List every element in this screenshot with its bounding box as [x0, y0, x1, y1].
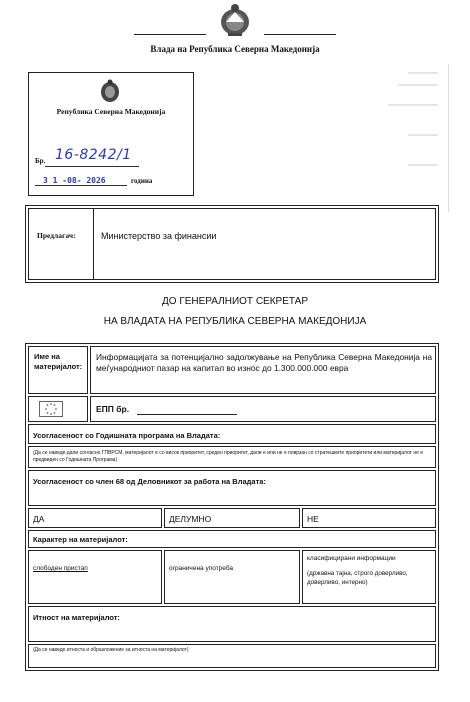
option-partial-cell — [164, 508, 300, 528]
epp-underline — [137, 414, 237, 415]
alignment-article-cell — [28, 470, 436, 506]
option-no-cell — [302, 508, 436, 528]
emblem-icon — [99, 79, 121, 103]
alignment-program-label: Усогласеност со Годишната програма на Владата: — [33, 431, 221, 440]
alignment-program-note: (Да се наведе дали согласно ГПВРСМ, материјалот е со висок приоритет, среден приоритет, дали е или не е поврзан со стратешките приоритети или материјалот не е предвиден со Годишната Програма) — [33, 450, 424, 463]
faded-background-page — [258, 64, 449, 212]
urgency-label: Итност на материјалот: — [33, 613, 120, 622]
year-label: година — [131, 177, 153, 185]
character-free: слободен пристап — [33, 565, 88, 572]
addressee-line-1: ДО ГЕНЕРАЛНИОТ СЕКРЕТАР — [161, 296, 308, 307]
stamp-republic: Република Северна Македонија — [56, 107, 166, 116]
date-line — [35, 185, 127, 186]
material-name-label-cell — [28, 346, 88, 394]
urgency-cell — [28, 606, 436, 642]
character-classified: класифицирани информации — [307, 555, 396, 562]
option-yes: ДА — [33, 514, 45, 524]
option-no: НЕ — [307, 514, 319, 524]
alignment-program-cell — [28, 424, 436, 444]
number-label: Бр. — [35, 157, 46, 165]
character-classified-cell — [302, 550, 436, 604]
proposer-value: Министерство за финансии — [101, 231, 217, 241]
urgency-note: (Да се наведе итноста и образложение за итноста на материјалот) — [33, 647, 189, 653]
number-line — [45, 166, 139, 167]
epp-cell — [90, 396, 436, 422]
eu-flag-icon — [39, 401, 63, 417]
header-rule-left — [134, 34, 206, 35]
option-yes-cell — [28, 508, 162, 528]
material-name-cell — [90, 346, 436, 394]
registration-number: 16-8242/1 — [55, 147, 132, 163]
coat-of-arms-icon — [214, 0, 256, 38]
character-limited: ограничена употреба — [169, 565, 234, 572]
alignment-article-label: Усогласеност со член 68 од Деловникот за работа на Владата: — [33, 477, 266, 486]
registration-date: 3 1 -08- 2026 — [43, 176, 106, 185]
character-free-cell — [28, 550, 162, 604]
character-limited-cell — [164, 550, 300, 604]
government-title: Влада на Република Северна Македонија — [150, 44, 320, 54]
proposer-label: Предлагач: — [37, 231, 76, 240]
proposer-box — [25, 205, 439, 283]
alignment-program-note-cell — [28, 446, 436, 468]
registration-stamp — [28, 72, 194, 196]
urgency-note-cell — [28, 644, 436, 668]
character-cell — [28, 530, 436, 548]
material-form — [25, 343, 439, 671]
material-name-value: Информацијата за потенцијално задолжување на Република Северна Македонија на меѓународниот пазар на капитал во износ до 1.300.000.000 евра — [96, 352, 432, 373]
header-rule-right — [264, 34, 336, 35]
epp-label: ЕПП бр. — [96, 404, 130, 414]
addressee-line-2: НА ВЛАДАТА НА РЕПУБЛИКА СЕВЕРНА МАКЕДОНИЈА — [103, 316, 367, 327]
option-partial: ДЕЛУМНО — [169, 514, 212, 524]
eu-flag-cell — [28, 396, 88, 422]
material-name-label: Име на материјалот: — [34, 352, 83, 371]
character-classified-note: (државна тајна, строго доверливо, доверливо, интерно) — [307, 570, 408, 586]
character-label: Карактер на материјалот: — [33, 535, 128, 544]
